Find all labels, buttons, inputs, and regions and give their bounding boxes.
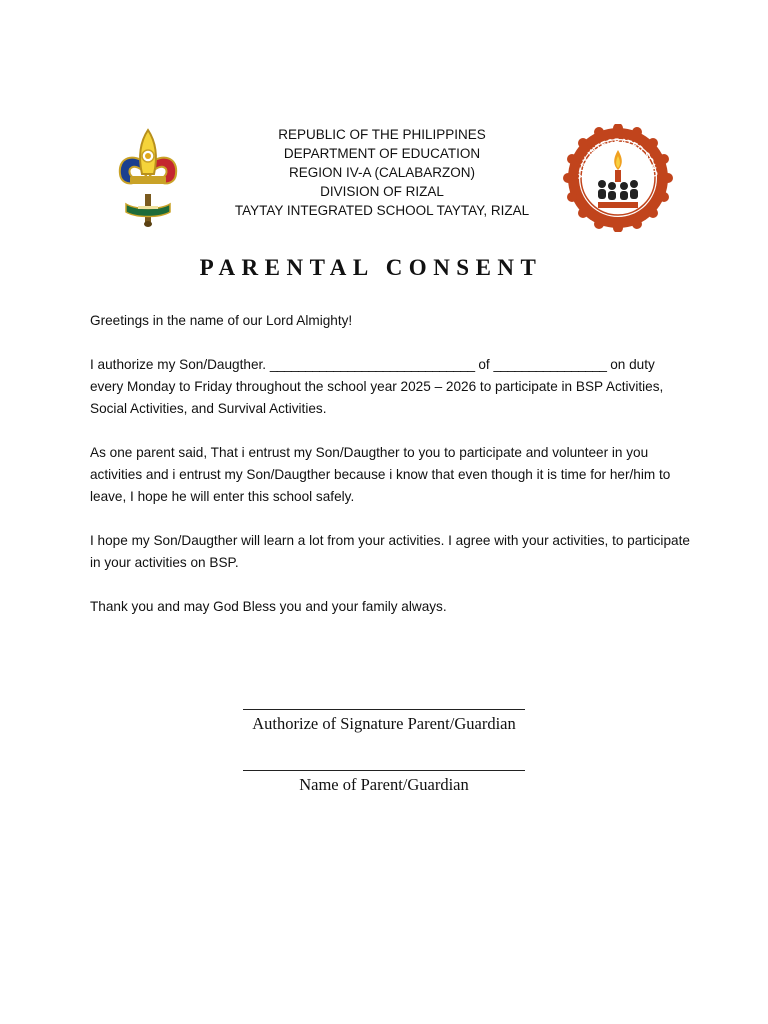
greeting-paragraph: Greetings in the name of our Lord Almighty! [90,313,353,328]
letter-body [90,310,690,640]
letterhead [232,125,532,220]
letterhead-line-republic: REPUBLIC OF THE PHILIPPINES [278,127,486,142]
authorization-text-start: I authorize my Son/Daugther. [90,357,270,372]
closing-paragraph: Thank you and may God Bless you and your family always. [90,599,447,614]
letterhead-line-region: REGION IV-A (CALABARZON) [288,165,476,180]
signature-line[interactable] [243,709,525,710]
hope-paragraph: I hope my Son/Daugther will learn a lot from your activities. I agree with your activities, to participate in your activities on BSP. [90,533,690,570]
guardian-name-block [232,770,536,795]
student-name-blank[interactable]: _____________________________ [269,357,475,372]
authorization-text-of: of [474,357,494,372]
entrust-paragraph: As one parent said, That i entrust my Son/Daugther to you to participate and volunteer in you activities and i entrust my Son/Daugther because i know that even though it is time for her/him to leave, I hope he will enter this school safely. [90,445,671,504]
grade-section-blank[interactable]: ________________ [493,357,607,372]
authorization-paragraph [90,354,690,420]
guardian-name-line[interactable] [243,770,525,771]
boy-scouts-emblem-icon [112,124,184,232]
letterhead-line-department: DEPARTMENT OF EDUCATION [283,146,481,161]
seal-ring-text: YTAY INTEGRATED SCHO [576,136,660,180]
letterhead-line-division: DIVISION OF RIZAL [320,184,444,199]
document-title: PARENTAL CONSENT [199,255,543,280]
authorization-text-end: on duty every Monday to Friday throughout the school year 2025 – 2026 to participate in BSP Activities, Social Activities, and Survival Activities. [90,357,664,416]
school-seal-icon [562,124,674,232]
signature-label: Authorize of Signature Parent/Guardian [252,714,516,733]
signature-block [232,709,536,734]
guardian-name-label: Name of Parent/Guardian [299,775,469,794]
letterhead-line-school: TAYTAY INTEGRATED SCHOOL TAYTAY, RIZAL [234,203,530,218]
